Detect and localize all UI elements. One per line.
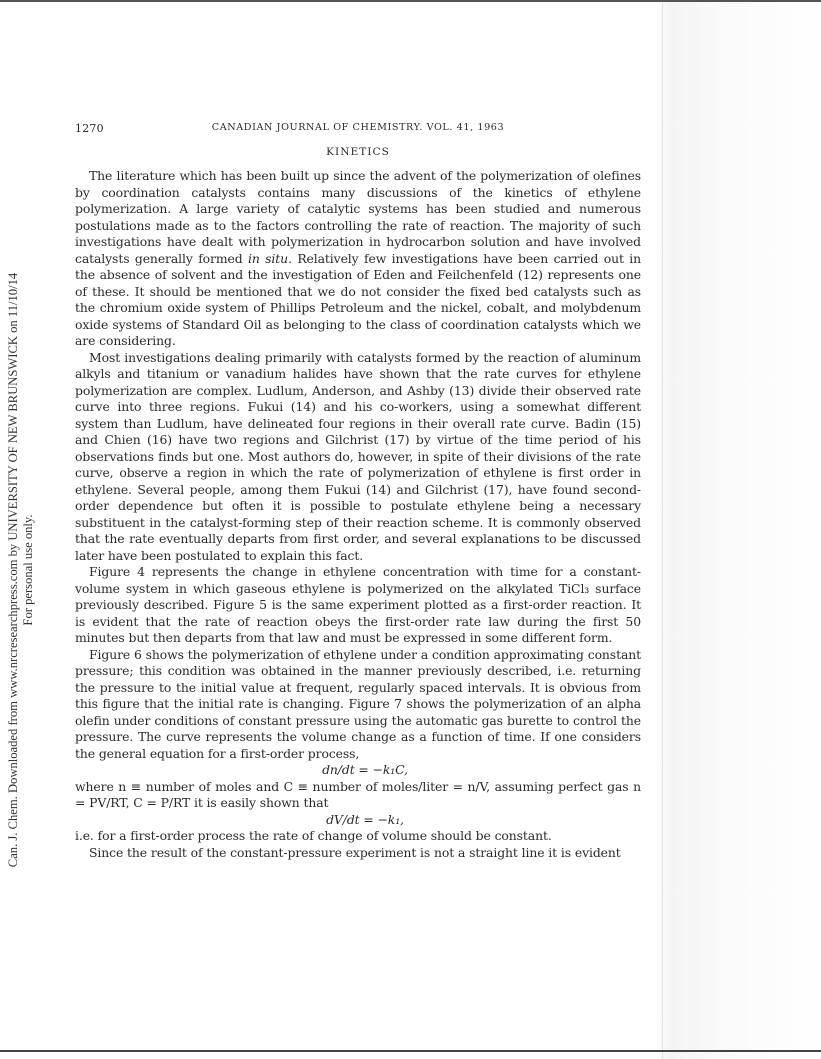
bottom-border-line <box>0 1050 821 1052</box>
paragraph-1 <box>75 168 641 350</box>
scan-page-edge <box>662 0 663 1059</box>
page-number: 1270 <box>75 122 104 135</box>
paragraph-4: Figure 6 shows the polymerization of ethylene under a condition approximating constant pressure; this condition was obtained in the manner previously described, i.e. returning the pressure to the initial value at frequent, regularly spaced intervals. It is obvious from this figure that the initial rate is changing. Figure 7 shows the polymerization of an alpha olefin under conditions of constant pressure using the automatic gas burette to control the pressure. The curve represents the volume change as a function of time. If one considers the general equation for a first-order process, <box>75 646 641 761</box>
section-title: KINETICS <box>326 146 390 158</box>
equation-volume-rate: dV/dt = −k₁, <box>326 811 404 827</box>
download-watermark <box>6 140 36 1000</box>
paragraph-6: i.e. for a first-order process the rate of change of volume should be constant. <box>75 828 552 843</box>
top-border-line <box>0 0 821 2</box>
running-head: CANADIAN JOURNAL OF CHEMISTRY. VOL. 41, 1963 <box>211 122 505 133</box>
paragraph-3: Figure 4 represents the change in ethylene concentration with time for a constant-volume system in which gaseous ethylene is polymerized on the alkylated TiCl₃ surface previously described. Figure 5 is the same experiment plotted as a first-order reaction. It is evident that the rate of reaction obeys the first-order rate law during the first 50 minutes but then departs from that law and must be expressed in some different form. <box>75 564 641 645</box>
paragraph-1-text: The literature which has been built up since the advent of the polymerization of olefines by coordination catalysts contains many discussions of the kinetics of ethylene polymerization. A large variety of catalytic systems has been studied and numerous postulations made as to the factors controlling the rate of reaction. The majority of such investigations have dealt with polymerization in hydrocarbon solution and have involved catalysts generally formed <box>75 168 641 266</box>
body-text <box>75 168 641 861</box>
paragraph-2: Most investigations dealing primarily with catalysts formed by the reaction of aluminum alkyls and titanium or vanadium halides have shown that the rate curves for ethylene polymerization are complex. Ludlum, Anderson, and Ashby (13) divide their observed rate curve into three regions. Fukui (14) and his co-workers, using a somewhat different system than Ludlum, have delineated four regions in their overall rate curve. Badin (15) and Chien (16) have two regions and Gilchrist (17) by virtue of the time period of his observations finds but one. Most authors do, however, in spite of their divisions of the rate curve, observe a region in which the rate of polymerization of ethylene is first order in ethylene. Several people, among them Fukui (14) and Gilchrist (17), have found second-order dependence but often it is possible to postulate ethylene being a necessary substituent in the catalyst-forming step of their reaction scheme. It is commonly observed that the rate eventually departs from first order, and several explanations to be discussed later have been postulated to explain this fact. <box>75 349 641 563</box>
watermark-line-1: Can. J. Chem. Downloaded from www.nrcresearchpress.com by UNIVERSITY OF NEW BRUNSWICK on 11/10/14 <box>6 272 20 868</box>
in-situ-italic: in situ <box>248 250 289 266</box>
paragraph-1-end: . Relatively few investigations have been carried out in the absence of solvent and the investigation of Eden and Feilchenfeld (12) represents one of these. It should be mentioned that we do not consider the fixed bed catalysts such as the chromium oxide system of Phillips Petroleum and the nickel, cobalt, and molybdenum oxide systems of Standard Oil as belonging to the class of coordination catalysts which we are considering. <box>75 250 641 348</box>
paragraph-7: Since the result of the constant-pressure experiment is not a straight line it is evident <box>89 844 621 860</box>
scan-margin-shadow <box>655 0 821 1059</box>
watermark-line-2: For personal use only. <box>21 514 35 626</box>
equation-first-order: dn/dt = −k₁C, <box>322 762 408 777</box>
paragraph-5: where n ≡ number of moles and C ≡ number of moles/liter = n/V, assuming perfect gas n = PV/RT, C = P/RT it is easily shown that <box>75 778 641 810</box>
